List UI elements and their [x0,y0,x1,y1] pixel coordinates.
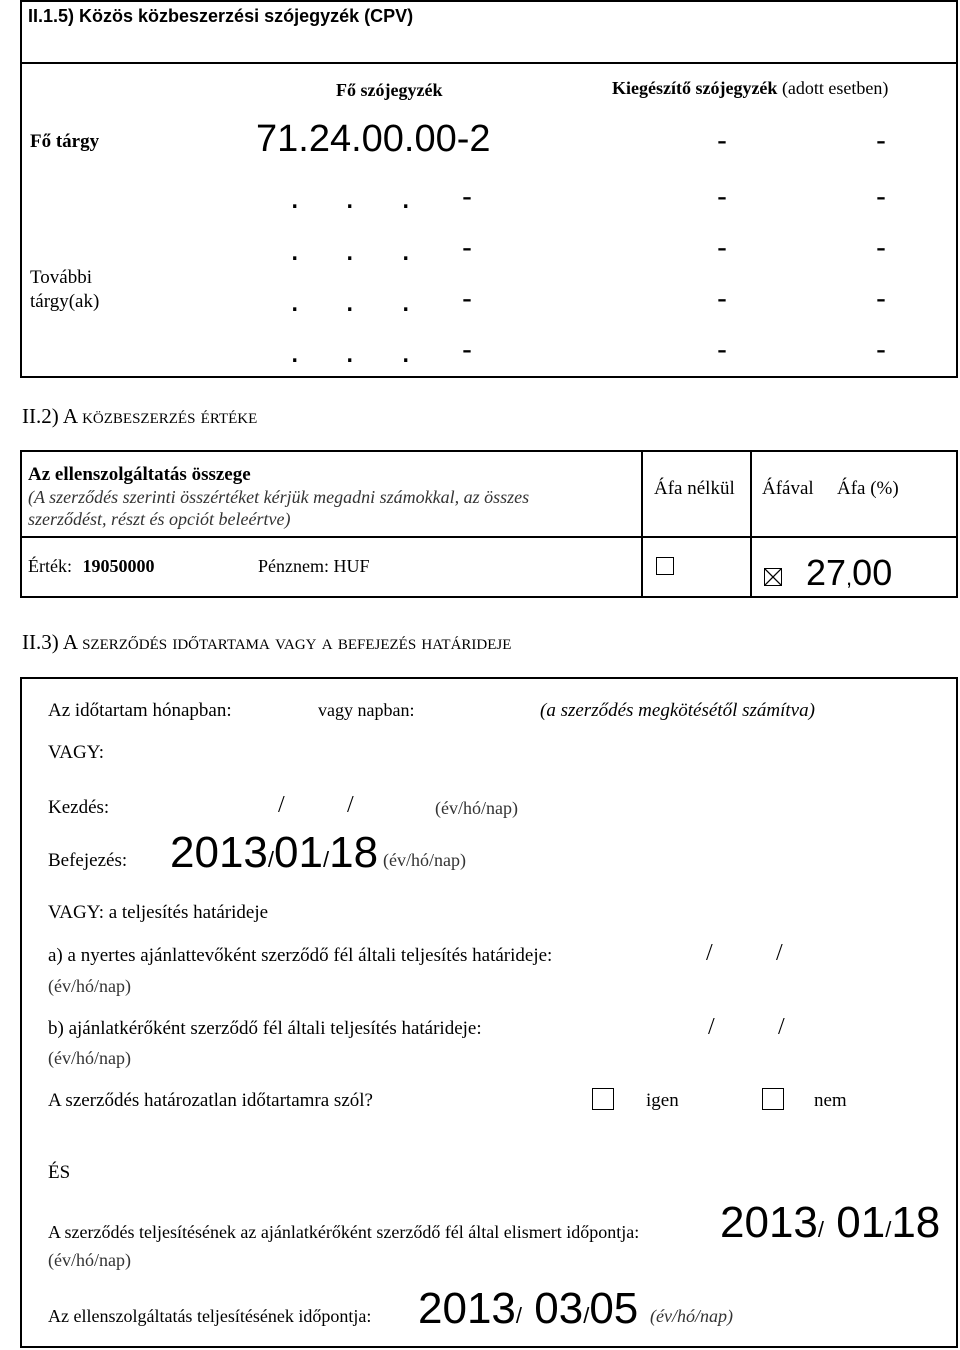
other-code-dash: - [462,282,472,315]
main-subject-label: Fő tárgy [30,131,100,152]
deadline-b-slash: / [708,1014,715,1040]
col-with-vat: Áfával [762,478,814,499]
other-subjects-label [30,266,99,314]
start-date-format: (év/hó/nap) [435,798,518,818]
deadline-a-format: (év/hó/nap) [48,976,131,996]
vat-pct-int: 27 [806,552,847,593]
other-code-dot: . [345,281,355,319]
duration-heading-rest: szerződés időtartama vagy a befejezés határideje [82,630,512,654]
value-heading [22,404,257,429]
other-code-dot: . [401,281,411,319]
other-code-dot: . [401,332,411,370]
performance-slash: / [583,1303,590,1328]
performance-label: Az ellenszolgáltatás teljesítésének időpontja: [48,1306,372,1326]
recognized-slash: / [817,1217,825,1242]
cpv-heading-divider [20,62,958,64]
performance-month: 03 [534,1284,584,1333]
value-row [28,556,154,577]
vat-pct-value [806,552,892,594]
without-vat-checkbox[interactable] [656,557,674,575]
performance-year: 2013 [418,1284,516,1333]
other-code-dash: - [462,180,472,213]
other-supp-dash: - [876,180,886,213]
and-label: ÉS [48,1162,71,1183]
vat-pct-dec: 00 [852,552,893,593]
value-col-divider [641,450,643,598]
main-vocab-header: Fő szójegyzék [336,80,443,100]
months-label: Az időtartam hónapban: [48,700,232,721]
value-heading-prefix: II.2) A [22,404,77,428]
start-label: Kezdés: [48,797,110,818]
deadline-a-label: a) a nyertes ajánlattevőként szerződő fél általi teljesítés határideje: [48,945,553,966]
end-slash: / [322,847,330,872]
or-label: VAGY: [48,742,104,763]
other-code-dot: . [345,332,355,370]
value-heading-rest: közbeszerzés értéke [82,404,258,428]
supp-vocab-header-bold: Kiegészítő szójegyzék [612,78,778,98]
other-supp-dash: - [717,231,727,264]
other-supp-dash: - [717,333,727,366]
performance-date-format: (év/hó/nap) [650,1306,733,1326]
other-supp-dash: - [876,282,886,315]
days-label: vagy napban: [318,700,415,720]
performance-day: 05 [589,1284,639,1333]
vat-pct-sep: , [846,565,853,590]
deadline-b-label: b) ajánlatkérőként szerződő fél általi teljesítés határideje: [48,1018,482,1039]
end-label: Befejezés: [48,850,128,871]
value-amount: 19050000 [82,556,155,576]
other-code-dot: . [290,178,300,216]
end-date-format: (év/hó/nap) [383,850,466,870]
amount-note-line2: szerződést, részt és opciót beleértve) [28,509,291,529]
other-code-dot: . [290,332,300,370]
cpv-heading: II.1.5) Közös közbeszerzési szójegyzék (CPV) [28,6,414,26]
indefinite-no-label: nem [814,1090,847,1111]
recognized-date-format: (év/hó/nap) [48,1250,131,1270]
indefinite-yes-checkbox[interactable] [592,1088,614,1110]
other-code-dot: . [290,230,300,268]
other-code-dot: . [345,230,355,268]
other-supp-dash: - [876,231,886,264]
value-label: Érték: [28,556,72,576]
col-vat-pct: Áfa (%) [837,478,899,499]
recognized-month: 01 [836,1198,886,1247]
recognized-slash: / [885,1217,892,1242]
start-slash: / [347,792,354,818]
duration-heading-prefix: II.3) A [22,630,77,654]
other-code-dot: . [345,178,355,216]
currency-label: Pénznem: HUF [258,556,370,576]
supp-vocab-header-rest: (adott esetben) [781,78,889,98]
main-cpv-code: 71.24.00.00-2 [256,118,491,160]
or-deadline-label: VAGY: a teljesítés határideje [48,902,269,923]
indefinite-question: A szerződés határozatlan időtartamra szól? [48,1090,373,1111]
other-subjects-label-line2: tárgy(ak) [30,291,100,312]
performance-slash: / [515,1303,523,1328]
other-subjects-label-line1: További [30,267,92,288]
end-month: 01 [274,828,323,877]
indefinite-yes-label: igen [646,1090,679,1111]
recognized-year: 2013 [720,1198,818,1247]
end-date [170,828,378,878]
cpv-section [20,0,958,378]
end-slash: / [267,847,275,872]
other-code-dot: . [401,178,411,216]
with-vat-checkbox[interactable] [764,568,782,586]
value-col-divider [750,450,752,598]
col-without-vat: Áfa nélkül [654,478,735,499]
other-code-dash: - [462,231,472,264]
other-supp-dash: - [876,333,886,366]
from-conclusion-note: (a szerződés megkötésétől számítva) [540,700,815,721]
deadline-b-format: (év/hó/nap) [48,1048,131,1068]
amount-note-line1: (A szerződés szerinti összértéket kérjük megadni számokkal, az összes [28,487,530,507]
end-day: 18 [329,828,379,877]
main-supp-code-1: - [717,124,727,157]
recognized-label: A szerződés teljesítésének az ajánlatkérőként szerződő fél által elismert időpontja: [48,1222,640,1242]
other-supp-dash: - [717,282,727,315]
value-box-divider [20,536,958,538]
checkbox-x-icon [765,569,781,585]
amount-title: Az ellenszolgáltatás összege [28,464,251,485]
end-year: 2013 [170,828,268,877]
deadline-a-slash: / [776,940,783,966]
supp-vocab-header [612,78,888,99]
indefinite-no-checkbox[interactable] [762,1088,784,1110]
amount-note [28,486,529,530]
main-supp-code-2: - [876,124,886,157]
other-code-dash: - [462,333,472,366]
other-supp-dash: - [717,180,727,213]
deadline-b-slash: / [778,1014,785,1040]
performance-date [418,1284,638,1334]
recognized-date [720,1198,940,1248]
other-code-dot: . [401,230,411,268]
deadline-a-slash: / [706,940,713,966]
start-slash: / [278,792,285,818]
other-code-dot: . [290,281,300,319]
duration-heading [22,630,511,655]
recognized-day: 18 [891,1198,941,1247]
